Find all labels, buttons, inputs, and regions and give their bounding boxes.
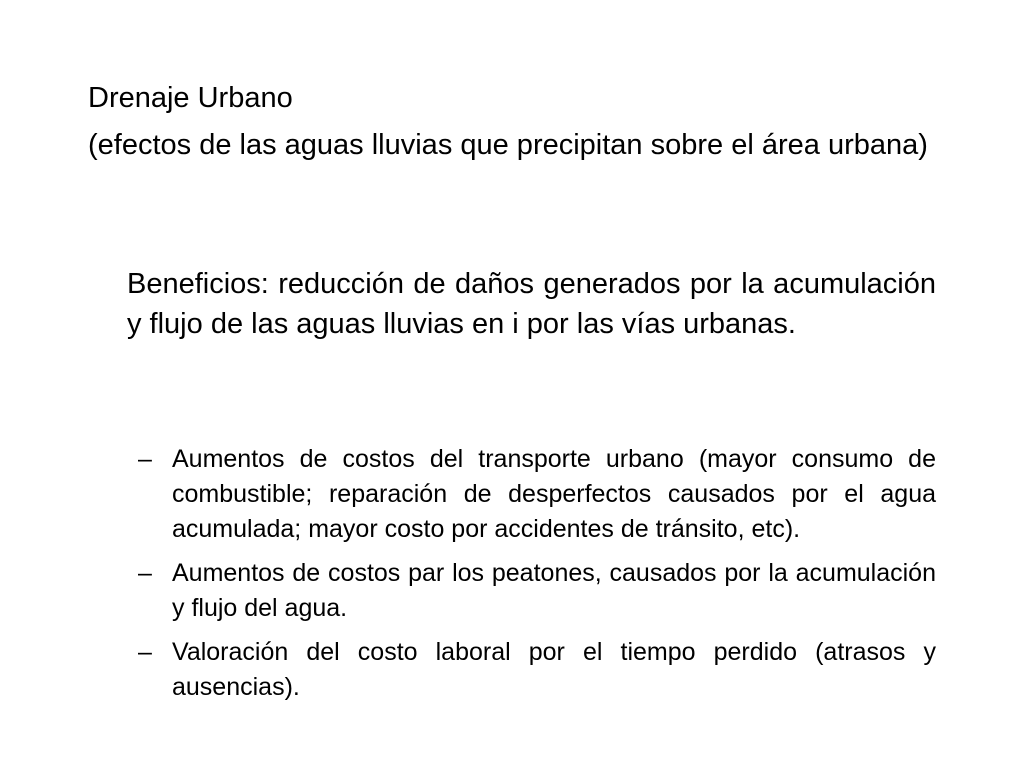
list-item bbox=[138, 635, 936, 705]
dash-bullet: – bbox=[138, 445, 152, 473]
list-item-text: Valoración del costo laboral por el tiempo perdido (atrasos y ausencias). bbox=[172, 638, 936, 701]
dash-bullet: – bbox=[138, 638, 152, 666]
list-item bbox=[138, 442, 936, 547]
list-item-text: Aumentos de costos del transporte urbano (mayor consumo de combustible; reparación de desperfectos causados por el agua acumulada; mayor costo por accidentes de tránsito, etc). bbox=[172, 445, 936, 543]
cost-list bbox=[138, 442, 936, 714]
slide-subheading: (efectos de las aguas lluvias que precipitan sobre el área urbana) bbox=[88, 129, 928, 161]
slide-heading: Drenaje Urbano bbox=[88, 82, 293, 114]
dash-bullet: – bbox=[138, 559, 152, 587]
list-item-text: Aumentos de costos par los peatones, causados por la acumulación y flujo del agua. bbox=[172, 559, 936, 622]
list-item bbox=[138, 556, 936, 626]
benefits-paragraph: Beneficios: reducción de daños generados por la acumulación y flujo de las aguas lluvias en i por las vías urbanas. bbox=[127, 268, 936, 340]
